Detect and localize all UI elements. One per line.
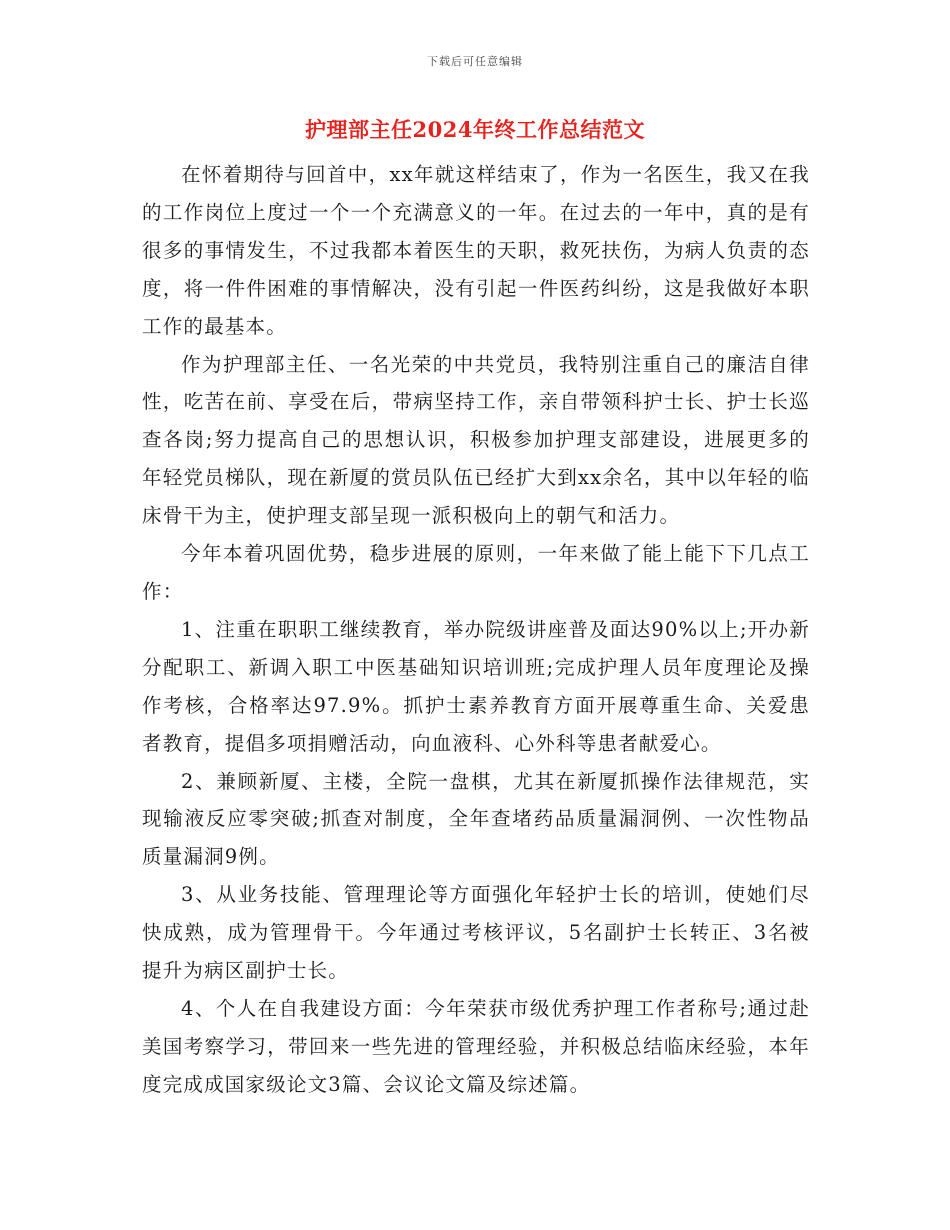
paragraph-party-member: 作为护理部主任、一名光荣的中共党员，我特别注重自己的廉洁自律性，吃苦在前、享受在后，带病坚持工作，亲自带领科护士长、护士长巡查各岗;努力提高自己的思想认识，积极参加护理支部建设，进展更多的年轻党员梯队，现在新厦的赏员队伍已经扩大到xx余名，其中以年轻的临床骨干为主，使护理支部呈现一派积极向上的朝气和活力。 [142,352,810,528]
paragraph-item-3: 3、从业务技能、管理理论等方面强化年轻护士长的培训，使她们尽快成熟，成为管理骨干。今年通过考核评议，5名副护士长转正、3名被提升为病区副护士长。 [142,883,810,983]
paragraph-intro: 在怀着期待与回首中，xx年就这样结束了，作为一名医生，我又在我的工作岗位上度过一个一个充满意义的一年。在过去的一年中，真的是有很多的事情发生，不过我都本着医生的天职，救死扶伤，为病人负责的态度，将一件件困难的事情解决，没有引起一件医药纠纷，这是我做好本职工作的最基本。 [142,163,810,338]
paragraph-item-1: 1、注重在职职工继续教育，举办院级讲座普及面达90%以上;开办新分配职工、新调入职工中医基础知识培训班;完成护理人员年度理论及操作考核，合格率达97.9%。抓护士素养教育方面开展尊重生命、关爱患者教育，提倡多项捐赠活动，向血液科、心外科等患者献爱心。 [142,617,810,755]
paragraph-item-4: 4、个人在自我建设方面：今年荣获市级优秀护理工作者称号;通过赴美国考察学习，带回来一些先进的管理经验，并积极总结临床经验，本年度完成成国家级论文3篇、会议论文篇及综述篇。 [142,996,810,1096]
header-note: 下载后可任意编辑 [427,55,523,68]
document-title: 护理部主任2024年终工作总结范文 [305,117,645,142]
document-body [142,156,810,1104]
paragraph-work-overview: 今年本着巩固优势，稳步进展的原则，一年来做了能上能下下几点工作： [142,542,810,603]
paragraph-item-2: 2、兼顾新厦、主楼，全院一盘棋，尤其在新厦抓操作法律规范，实现输液反应零突破;抓查对制度，全年查堵药品质量漏洞例、一次性物品质量漏洞9例。 [142,769,810,869]
